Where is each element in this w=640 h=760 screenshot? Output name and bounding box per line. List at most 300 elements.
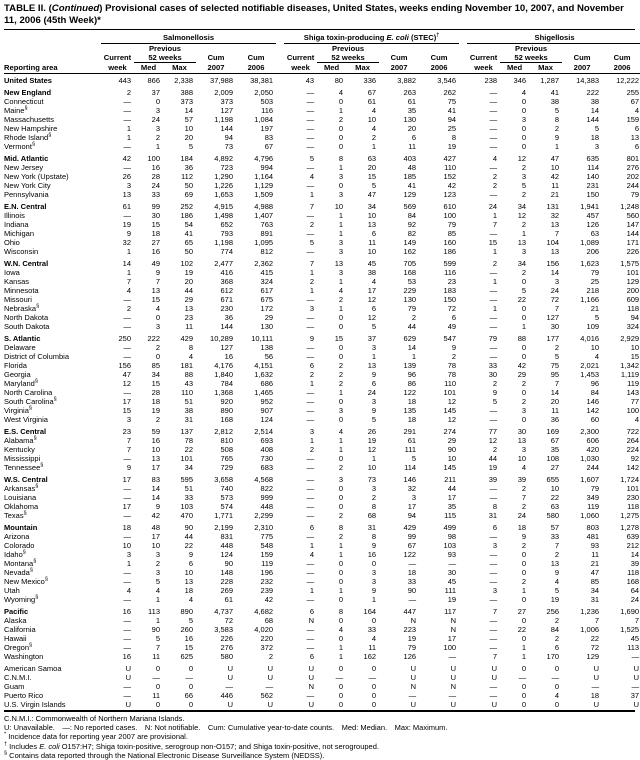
column-gap <box>276 172 284 181</box>
value-cell: 4,151 <box>254 360 274 370</box>
value-cell: 4 <box>338 426 344 436</box>
value-cell: 12,222 <box>616 75 640 85</box>
value-cell: 1 <box>338 210 344 220</box>
value-cell: 142 <box>586 405 600 415</box>
value-cell: 0 <box>155 663 160 673</box>
column-gap <box>276 190 284 199</box>
current-week-label: week <box>101 62 134 73</box>
footnote-marker: § <box>4 750 8 757</box>
value-cell: 1 <box>309 378 315 388</box>
value-cell: 7 <box>155 276 160 286</box>
footnote-line <box>4 742 635 751</box>
value-cell: 1 <box>309 585 315 595</box>
value-cell: 5 <box>594 312 600 322</box>
value-cell: 4 <box>521 462 527 472</box>
table-row <box>4 313 640 322</box>
reporting-area-cell: Utah <box>4 585 20 595</box>
column-gap <box>276 406 284 415</box>
value-cell: 1,275 <box>620 510 640 520</box>
column-gap <box>276 484 284 493</box>
value-cell: 38,381 <box>250 75 274 85</box>
value-cell: 7 <box>492 651 498 661</box>
value-cell: — <box>123 576 131 586</box>
value-cell: 197 <box>260 123 274 133</box>
value-cell: — <box>306 576 315 586</box>
value-cell: 96 <box>590 378 600 388</box>
value-cell: 129 <box>403 189 417 199</box>
column-gap <box>276 220 284 229</box>
value-cell: 84 <box>590 387 600 397</box>
column-gap <box>276 331 284 343</box>
value-cell: 346 <box>513 75 527 85</box>
value-cell: 16 <box>151 246 160 256</box>
value-cell: 822 <box>260 483 274 493</box>
value-cell: 803 <box>586 522 600 532</box>
value-cell: 1,278 <box>620 522 640 532</box>
value-cell: 28 <box>151 387 160 397</box>
reporting-area-cell: Mississippi <box>4 453 41 463</box>
value-cell: — <box>448 651 457 661</box>
previous-52-weeks-label: 52 weeks <box>134 53 196 63</box>
value-cell: 80 <box>334 75 344 85</box>
value-cell: 1,632 <box>254 369 274 379</box>
value-cell: 118 <box>627 303 640 313</box>
column-gap <box>276 352 284 361</box>
value-cell: 5 <box>594 123 600 133</box>
column-gap <box>276 30 284 44</box>
column-gap <box>276 634 284 643</box>
column-gap <box>459 313 467 322</box>
column-gap <box>459 43 467 53</box>
value-cell: 56 <box>264 351 274 361</box>
footnote-marker: § <box>22 549 26 556</box>
value-cell: 13 <box>151 453 160 463</box>
value-cell: 1 <box>338 651 344 661</box>
value-cell: 0 <box>521 123 527 133</box>
value-cell: 3 <box>155 549 160 559</box>
value-cell: 144 <box>626 228 640 238</box>
value-cell: — <box>306 132 315 142</box>
value-cell: 51 <box>184 396 193 406</box>
value-cell: 15 <box>151 219 160 229</box>
value-cell: 44 <box>488 453 498 463</box>
footnote-marker: § <box>35 483 39 490</box>
column-gap <box>459 352 467 361</box>
footnote-text: E. coli <box>39 741 60 751</box>
value-cell: N <box>450 681 457 691</box>
value-cell: — <box>123 162 131 172</box>
value-cell: 907 <box>260 405 274 415</box>
value-cell: 0 <box>371 699 377 709</box>
value-cell: 3,882 <box>397 75 417 85</box>
value-cell: 119 <box>587 501 600 511</box>
value-cell: 100 <box>443 210 457 220</box>
value-cell: 16 <box>122 606 131 616</box>
value-cell: 3 <box>594 141 600 151</box>
value-cell: 0 <box>554 699 560 709</box>
value-cell: 127 <box>220 342 233 352</box>
table-row <box>4 220 640 229</box>
value-cell: 119 <box>261 558 274 568</box>
value-cell: 0 <box>521 351 527 361</box>
value-cell: 44 <box>184 531 193 541</box>
value-cell: 34 <box>184 462 193 472</box>
value-cell: 100 <box>443 642 457 652</box>
reporting-area-cell: Wyoming§ <box>4 594 39 604</box>
value-cell: 1 <box>126 267 131 277</box>
value-cell: 110 <box>181 387 193 397</box>
value-cell: — <box>489 414 498 424</box>
value-cell: 6 <box>371 378 377 388</box>
value-cell: 1 <box>371 141 377 151</box>
value-cell: 0 <box>338 414 344 424</box>
column-gap <box>459 532 467 541</box>
value-cell: 693 <box>260 435 274 445</box>
value-cell: 0 <box>521 276 527 286</box>
value-cell: 0 <box>521 387 527 397</box>
value-cell: 890 <box>220 405 233 415</box>
value-cell: — <box>123 312 131 322</box>
value-cell: 4 <box>371 633 377 643</box>
table-row <box>4 97 640 106</box>
column-gap <box>276 85 284 97</box>
value-cell: 3,583 <box>214 624 233 634</box>
reporting-area-cell: Louisiana <box>4 492 37 502</box>
value-cell: 145 <box>443 405 457 415</box>
column-gap <box>459 415 467 424</box>
value-cell: 15 <box>151 378 160 388</box>
value-cell: 23 <box>184 312 193 322</box>
value-cell: 866 <box>147 75 160 85</box>
value-cell: 2 <box>411 312 417 322</box>
value-cell: 1 <box>338 303 344 313</box>
value-cell: 13 <box>334 258 344 268</box>
value-cell: 67 <box>630 96 640 106</box>
value-cell: 810 <box>220 435 233 445</box>
value-cell: 162 <box>403 246 417 256</box>
value-cell: 94 <box>407 510 417 520</box>
value-cell: 994 <box>260 162 274 172</box>
value-cell: 51 <box>184 483 193 493</box>
value-cell: 78 <box>184 435 193 445</box>
column-gap <box>276 397 284 406</box>
value-cell: 100 <box>626 405 640 415</box>
value-cell: 60 <box>590 414 600 424</box>
value-cell: — <box>152 672 160 682</box>
value-cell: 560 <box>626 210 640 220</box>
value-cell: 388 <box>180 87 193 97</box>
column-gap <box>459 295 467 304</box>
value-cell: 2 <box>309 219 315 229</box>
value-cell: 2 <box>309 369 315 379</box>
value-cell: 25 <box>447 123 457 133</box>
value-cell: — <box>123 615 131 625</box>
previous-52-weeks-label: 52 weeks <box>500 53 562 63</box>
value-cell: — <box>489 594 498 604</box>
footnote-line <box>4 751 635 760</box>
column-gap <box>459 268 467 277</box>
value-cell: 28 <box>151 171 160 181</box>
value-cell: 812 <box>260 246 274 256</box>
value-cell: — <box>489 96 498 106</box>
value-cell: 1 <box>371 351 377 361</box>
column-gap <box>276 277 284 286</box>
value-cell: 12 <box>367 294 377 304</box>
value-cell: U <box>410 699 417 709</box>
value-cell: 228 <box>220 576 233 586</box>
table-row <box>4 106 640 115</box>
column-gap <box>459 142 467 151</box>
value-cell: 0 <box>338 351 344 361</box>
footnote-marker: § <box>53 396 57 403</box>
column-gap <box>276 520 284 532</box>
column-gap <box>276 256 284 268</box>
value-cell: U <box>227 672 233 682</box>
column-gap <box>459 691 467 700</box>
value-cell: 10 <box>367 462 377 472</box>
value-cell: 67 <box>407 540 417 550</box>
value-cell: 652 <box>220 219 233 229</box>
value-cell: 244 <box>626 180 640 190</box>
value-cell: 1 <box>338 540 344 550</box>
reporting-area-cell: Montana§ <box>4 558 37 568</box>
table-row <box>4 691 640 700</box>
value-cell: 23 <box>447 276 457 286</box>
value-cell: — <box>306 594 315 604</box>
value-cell: 0 <box>521 663 527 673</box>
value-cell: 2 <box>155 558 160 568</box>
value-cell: 5 <box>371 414 377 424</box>
value-cell: 13 <box>151 285 160 295</box>
value-cell: 59 <box>151 426 160 436</box>
value-cell: 184 <box>180 153 193 163</box>
value-cell: 15 <box>488 237 498 247</box>
value-cell: 1,840 <box>214 369 233 379</box>
value-cell: 448 <box>260 501 274 511</box>
value-cell: 13 <box>550 246 560 256</box>
value-cell: 14 <box>630 549 640 559</box>
value-cell: 9 <box>554 132 560 142</box>
value-cell: 43 <box>184 378 193 388</box>
value-cell: 33 <box>367 624 377 634</box>
reporting-area-cell: Nebraska§ <box>4 303 40 313</box>
value-cell: 38 <box>184 405 193 415</box>
column-gap <box>459 238 467 247</box>
reporting-area-cell: Delaware <box>4 342 36 352</box>
footnote-marker: * <box>4 731 7 738</box>
value-cell: 10 <box>367 114 377 124</box>
value-cell: — <box>489 558 498 568</box>
value-cell: 2 <box>155 342 160 352</box>
value-cell: 5 <box>521 285 527 295</box>
value-cell: 1,248 <box>620 201 640 211</box>
value-cell: 211 <box>444 474 457 484</box>
value-cell: 10 <box>151 444 160 454</box>
table-row <box>4 388 640 397</box>
value-cell: — <box>489 681 498 691</box>
value-cell: 562 <box>260 690 274 700</box>
value-cell: U <box>491 672 498 682</box>
value-cell: 65 <box>184 237 193 247</box>
value-cell: 0 <box>521 594 527 604</box>
value-cell: 17 <box>447 633 457 643</box>
footnote-marker: § <box>33 558 37 565</box>
value-cell: — <box>123 114 131 124</box>
value-cell: 610 <box>443 201 457 211</box>
value-cell: 0 <box>521 342 527 352</box>
value-cell: 13 <box>517 435 527 445</box>
value-cell: 79 <box>590 267 600 277</box>
value-cell: 101 <box>443 387 457 397</box>
value-cell: 3 <box>492 585 498 595</box>
cum-2007-label: 2007 <box>562 62 602 73</box>
value-cell: 4 <box>338 285 344 295</box>
value-cell: 4,737 <box>214 606 233 616</box>
value-cell: 1,164 <box>254 171 274 181</box>
column-gap <box>276 53 284 63</box>
header-blank <box>379 43 419 53</box>
value-cell: 2 <box>521 267 527 277</box>
value-cell: 4 <box>521 87 527 97</box>
value-cell: 3 <box>155 123 160 133</box>
value-cell: 891 <box>260 228 274 238</box>
value-cell: 2 <box>451 351 457 361</box>
value-cell: 7 <box>634 615 640 625</box>
value-cell: 3 <box>338 405 344 415</box>
value-cell: 37 <box>630 690 640 700</box>
value-cell: 33 <box>151 189 160 199</box>
reporting-area-cell: West Virginia <box>4 414 48 424</box>
value-cell: 595 <box>180 474 193 484</box>
value-cell: — <box>306 96 315 106</box>
value-cell: 21 <box>590 303 600 313</box>
footnote-text: Includes <box>9 741 40 751</box>
value-cell: 1,724 <box>620 474 640 484</box>
footnote-marker: § <box>44 576 48 583</box>
reporting-area-cell: Iowa <box>4 267 20 277</box>
value-cell: 324 <box>626 321 640 331</box>
value-cell: 36 <box>550 414 560 424</box>
value-cell: 1,525 <box>620 624 640 634</box>
column-gap <box>459 625 467 634</box>
reporting-area-cell: Alaska <box>4 615 27 625</box>
column-gap <box>459 361 467 370</box>
value-cell: 3 <box>521 114 527 124</box>
reporting-area-cell: E.S. Central <box>4 426 47 436</box>
value-cell: 4 <box>371 123 377 133</box>
value-cell: 3 <box>309 303 315 313</box>
value-cell: 0 <box>521 105 527 115</box>
value-cell: 196 <box>260 567 274 577</box>
disease-group-header: Shigellosis <box>467 30 640 44</box>
value-cell: 617 <box>260 285 274 295</box>
title-suffix: ) Provisional cases of selected notifiable diseases, United States, weeks ending November 10, 2007, and November 11, 2006 (45th Week)* <box>4 3 624 26</box>
value-cell: 1 <box>338 549 344 559</box>
current-week-label: Current <box>286 53 315 63</box>
column-gap <box>459 586 467 595</box>
reporting-area-cell: Washington <box>4 651 44 661</box>
value-cell: 15 <box>630 351 640 361</box>
column-gap <box>459 304 467 313</box>
cum-2006-label: 2006 <box>602 62 640 73</box>
value-cell: U <box>633 672 640 682</box>
value-cell: 2 <box>521 576 527 586</box>
value-cell: 17 <box>367 285 377 295</box>
value-cell: U <box>633 699 640 709</box>
header-blank <box>467 43 500 53</box>
value-cell: 1,287 <box>540 75 560 85</box>
value-cell: 635 <box>586 153 600 163</box>
value-cell: 177 <box>546 333 560 343</box>
reporting-area-cell: California <box>4 624 36 634</box>
value-cell: U <box>227 663 233 673</box>
column-gap <box>276 142 284 151</box>
value-cell: 2 <box>268 651 274 661</box>
value-cell: — <box>123 681 131 691</box>
value-cell: — <box>489 132 498 142</box>
value-cell: 44 <box>447 483 457 493</box>
value-cell: 168 <box>220 414 233 424</box>
value-cell: 37 <box>151 87 160 97</box>
value-cell: — <box>123 387 131 397</box>
value-cell: U <box>491 663 498 673</box>
column-gap <box>276 211 284 220</box>
column-gap <box>276 643 284 652</box>
value-cell: 4 <box>634 414 640 424</box>
value-cell: 3,658 <box>214 474 233 484</box>
value-cell: 12 <box>367 312 377 322</box>
value-cell: 13 <box>122 189 131 199</box>
value-cell: 5 <box>411 453 417 463</box>
value-cell: — <box>489 294 498 304</box>
value-cell: 2 <box>126 87 131 97</box>
value-cell: U <box>267 672 274 682</box>
value-cell: 1,290 <box>214 171 233 181</box>
reporting-area-cell: Missouri <box>4 294 32 304</box>
value-cell: 4 <box>371 276 377 286</box>
column-gap <box>276 424 284 436</box>
value-cell: 27 <box>517 606 527 616</box>
value-cell: 250 <box>118 333 131 343</box>
value-cell: 14 <box>550 387 560 397</box>
value-cell: 47 <box>550 153 560 163</box>
value-cell: 93 <box>590 540 600 550</box>
value-cell: 48 <box>151 522 160 532</box>
value-cell: 3 <box>554 276 560 286</box>
value-cell: 0 <box>371 558 377 568</box>
header-blank <box>101 43 134 53</box>
column-gap <box>276 97 284 106</box>
header-blank <box>4 43 101 53</box>
value-cell: 1 <box>492 276 498 286</box>
value-cell: 63 <box>367 153 377 163</box>
value-cell: 446 <box>220 690 233 700</box>
value-cell: 232 <box>260 576 274 586</box>
column-gap <box>459 220 467 229</box>
value-cell: 109 <box>586 321 600 331</box>
value-cell: 13 <box>367 360 377 370</box>
value-cell: 20 <box>184 132 193 142</box>
value-cell: 239 <box>260 585 274 595</box>
value-cell: 7 <box>126 444 131 454</box>
value-cell: 168 <box>403 267 417 277</box>
value-cell: 181 <box>180 360 193 370</box>
value-cell: 11 <box>368 642 377 652</box>
value-cell: 13 <box>550 558 560 568</box>
reporting-area-cell: Arizona <box>4 531 30 541</box>
value-cell: 508 <box>220 444 233 454</box>
max-label: Max <box>346 62 379 73</box>
